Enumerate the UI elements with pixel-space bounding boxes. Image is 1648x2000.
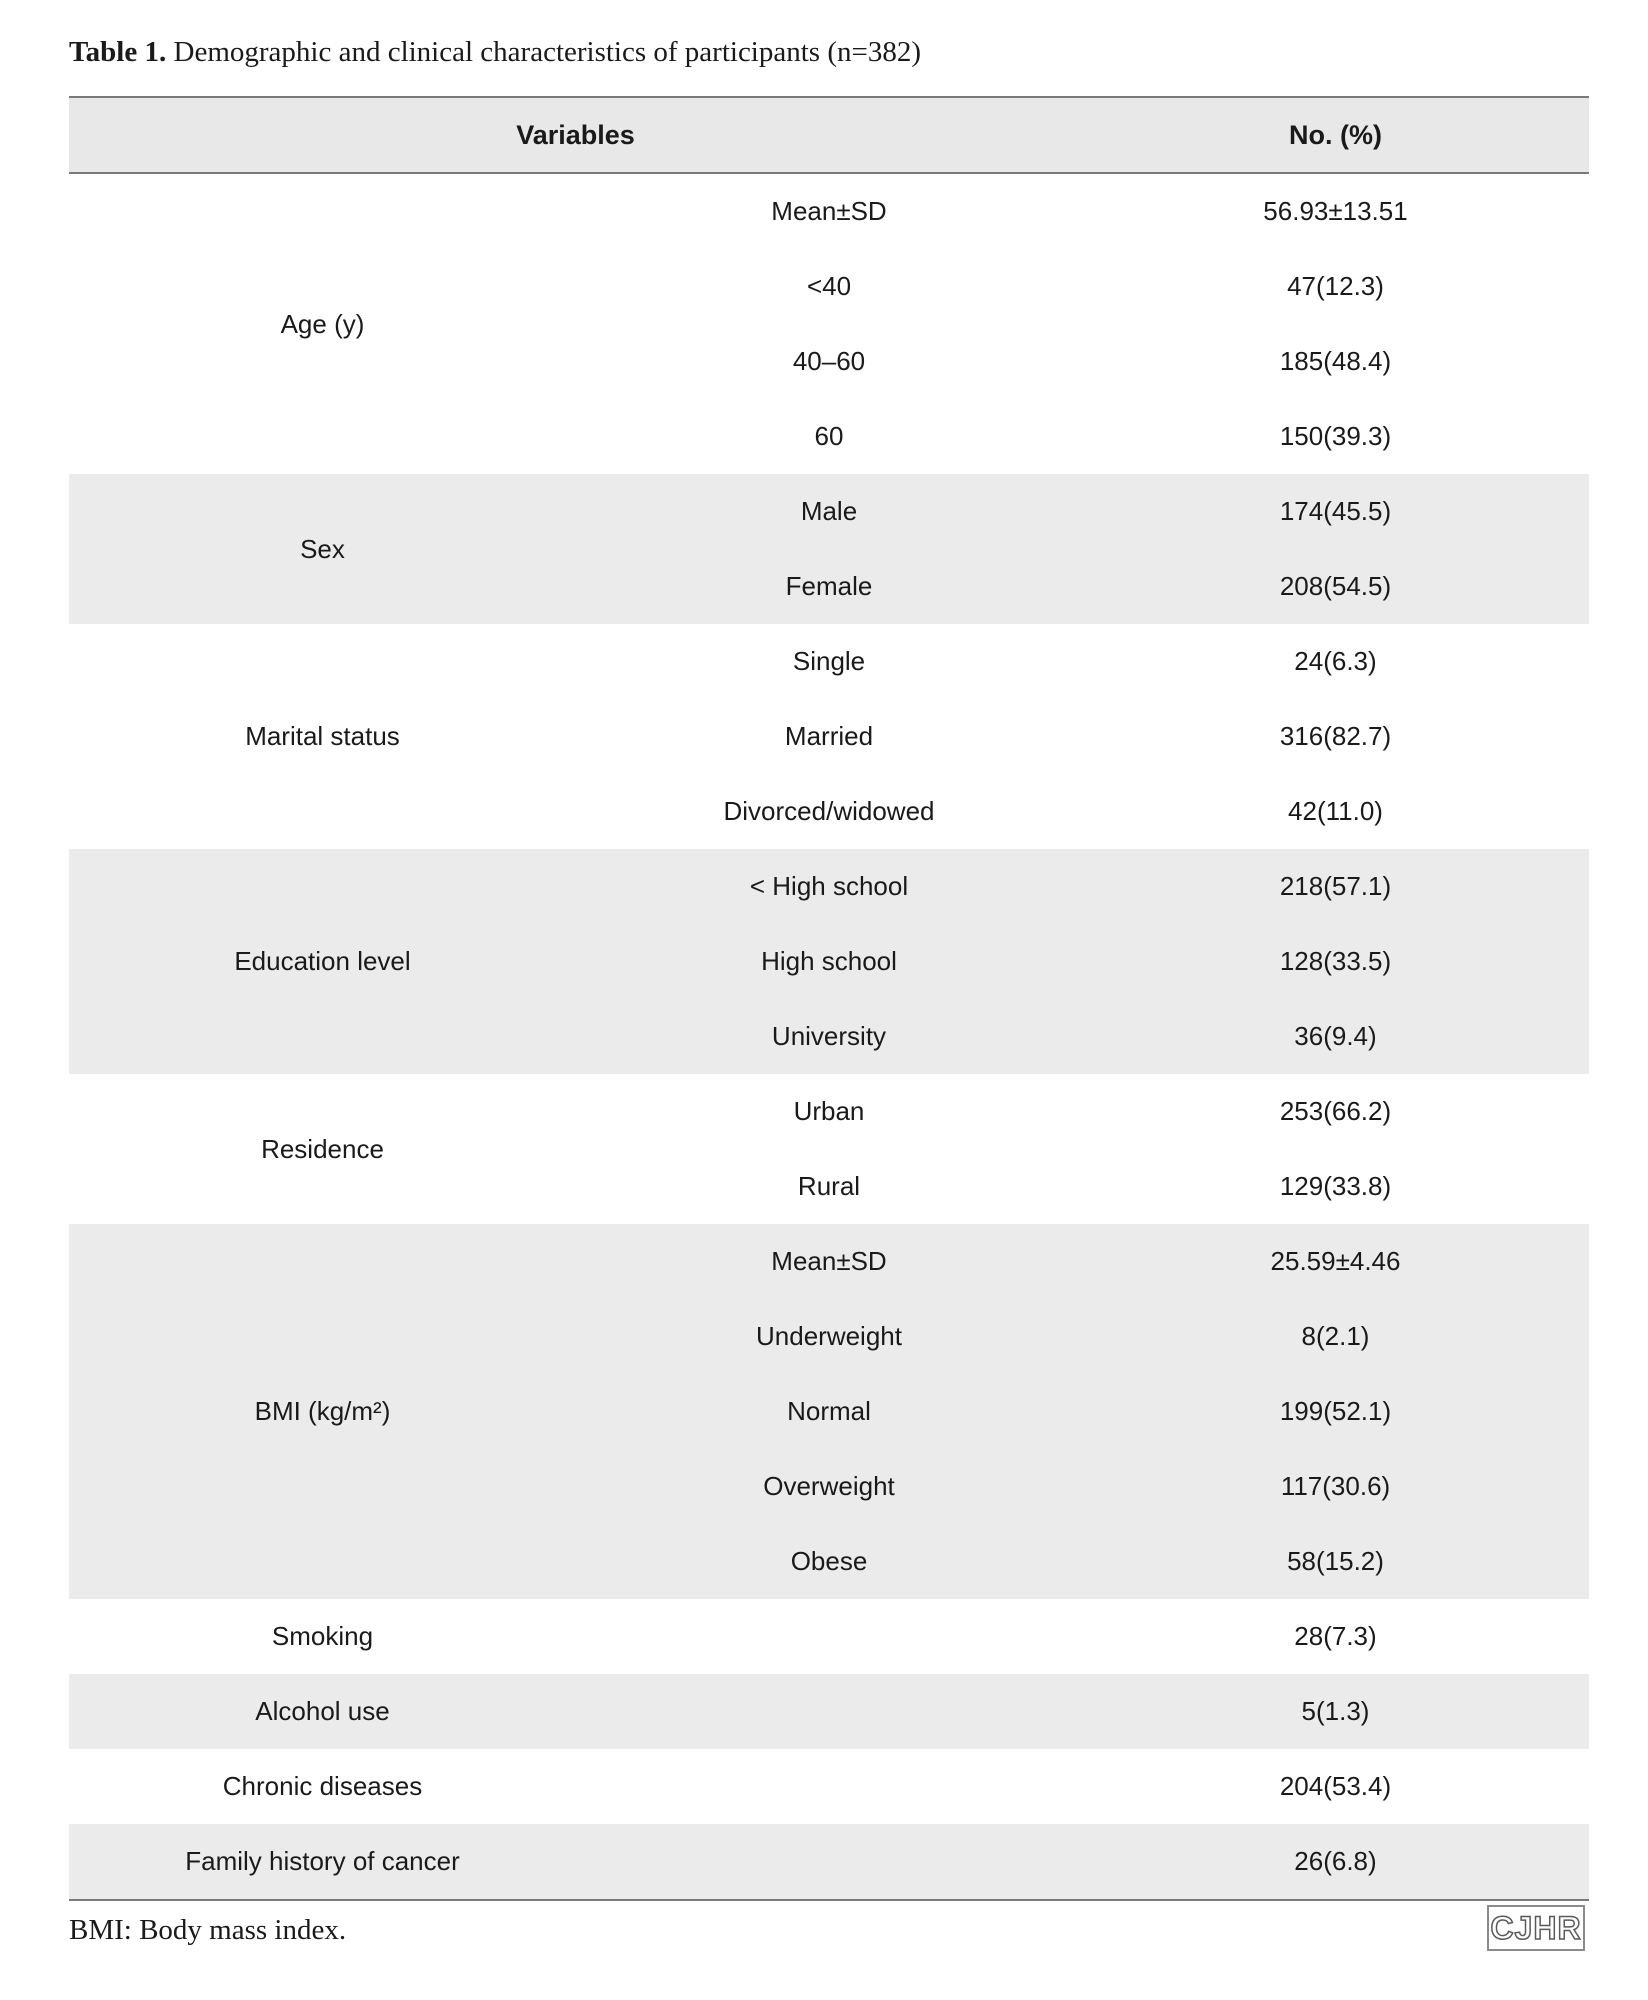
value-cell: 253(66.2) — [1279, 1096, 1392, 1126]
table-row — [576, 1374, 1589, 1449]
variable-cell: BMI (kg/m²) — [254, 1396, 391, 1426]
table-group — [69, 1599, 1589, 1674]
value-cell: 218(57.1) — [1279, 871, 1392, 901]
table-row — [576, 1299, 1589, 1374]
value-cell: 129(33.8) — [1279, 1171, 1392, 1201]
category-cell: Female — [785, 571, 873, 601]
category-cell: 60 — [814, 421, 844, 451]
table-row — [576, 474, 1589, 549]
category-cell: Obese — [790, 1546, 868, 1576]
value-cell: 56.93±13.51 — [1263, 196, 1408, 226]
category-cell: Rural — [797, 1171, 861, 1201]
value-cell: 204(53.4) — [1279, 1771, 1392, 1801]
table-header-row — [69, 98, 1589, 174]
category-cell: <40 — [806, 271, 852, 301]
table-row — [576, 249, 1589, 324]
value-cell: 47(12.3) — [1287, 271, 1384, 301]
variable-cell: Alcohol use — [255, 1696, 390, 1726]
category-cell: Mean±SD — [771, 196, 887, 226]
table-caption-text: Demographic and clinical characteristics of participants (n=382) — [173, 36, 922, 68]
value-cell: 174(45.5) — [1279, 496, 1392, 526]
table-group — [69, 849, 1589, 1074]
table-group — [69, 474, 1589, 624]
table-row — [576, 324, 1589, 399]
value-cell: 25.59±4.46 — [1270, 1246, 1401, 1276]
category-cell: Mean±SD — [771, 1246, 887, 1276]
category-cell: Divorced/widowed — [723, 796, 935, 826]
value-cell: 128(33.5) — [1279, 946, 1392, 976]
variable-cell: Residence — [261, 1133, 384, 1164]
category-cell: < High school — [749, 871, 909, 901]
variable-cell: Chronic diseases — [222, 1771, 423, 1801]
value-cell: 24(6.3) — [1294, 646, 1377, 676]
value-cell: 185(48.4) — [1279, 346, 1392, 376]
variable-cell: Age (y) — [280, 308, 365, 339]
table-row — [576, 1674, 1589, 1749]
table-row — [576, 924, 1589, 999]
header-value: No. (%) — [1289, 119, 1382, 150]
category-cell: Underweight — [756, 1321, 902, 1351]
table-row — [576, 1149, 1589, 1224]
category-cell: University — [771, 1021, 887, 1051]
table-group — [69, 1749, 1589, 1824]
category-cell: Overweight — [763, 1471, 895, 1501]
table-row — [576, 1824, 1589, 1899]
table-group — [69, 1074, 1589, 1224]
value-cell: 42(11.0) — [1288, 796, 1383, 826]
table-row — [576, 174, 1589, 249]
table-row — [576, 549, 1589, 624]
table-row — [576, 999, 1589, 1074]
journal-logo: CJHR — [1487, 1905, 1585, 1951]
table-body — [69, 174, 1589, 1899]
variable-cell: Family history of cancer — [185, 1846, 460, 1876]
table-row — [576, 1074, 1589, 1149]
table-row — [576, 849, 1589, 924]
table-caption-label: Table 1. — [69, 36, 167, 68]
category-cell: Urban — [793, 1096, 865, 1126]
variable-cell: Marital status — [245, 721, 400, 751]
table-group — [69, 174, 1589, 474]
value-cell: 117(30.6) — [1280, 1471, 1391, 1501]
table-row — [576, 1224, 1589, 1299]
variable-cell: Education level — [234, 946, 411, 976]
header-variables: Variables — [516, 119, 635, 150]
table-group — [69, 1224, 1589, 1599]
category-cell: 40–60 — [792, 346, 866, 376]
value-cell: 28(7.3) — [1294, 1621, 1377, 1651]
table-group — [69, 1824, 1589, 1899]
category-cell: High school — [761, 946, 897, 976]
table-row — [576, 1524, 1589, 1599]
value-cell: 26(6.8) — [1294, 1846, 1377, 1876]
table-row — [576, 399, 1589, 474]
table-group — [69, 1674, 1589, 1749]
table-row — [576, 1599, 1589, 1674]
category-cell: Normal — [787, 1396, 871, 1426]
value-cell: 316(82.7) — [1279, 721, 1392, 751]
category-cell: Single — [792, 646, 866, 676]
value-cell: 199(52.1) — [1279, 1396, 1392, 1426]
category-cell: Male — [800, 496, 858, 526]
value-cell: 8(2.1) — [1301, 1321, 1370, 1351]
variable-cell: Sex — [300, 533, 345, 564]
table-row — [576, 774, 1589, 849]
value-cell: 36(9.4) — [1294, 1021, 1377, 1051]
table-row — [576, 699, 1589, 774]
table-footnote: BMI: Body mass index. — [69, 1914, 347, 1946]
value-cell: 208(54.5) — [1279, 571, 1392, 601]
category-cell: Married — [784, 721, 874, 751]
table-group — [69, 624, 1589, 849]
variable-cell: Smoking — [271, 1621, 374, 1651]
table-caption — [69, 30, 1589, 74]
value-cell: 150(39.3) — [1279, 421, 1392, 451]
table-row — [576, 624, 1589, 699]
characteristics-table — [69, 96, 1589, 1901]
value-cell: 58(15.2) — [1287, 1546, 1384, 1576]
table-row — [576, 1449, 1589, 1524]
value-cell: 5(1.3) — [1301, 1696, 1370, 1726]
table-row — [576, 1749, 1589, 1824]
